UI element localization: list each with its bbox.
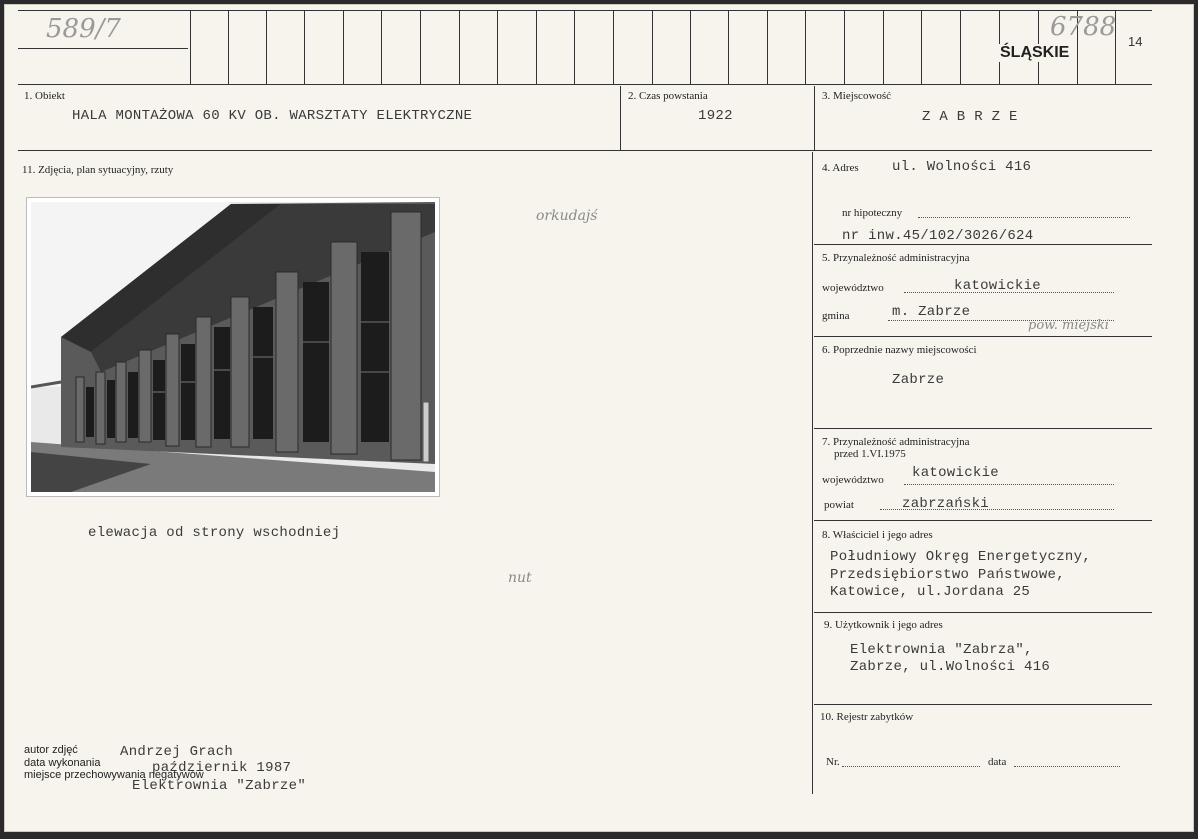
footer-label-miejsce: miejsce przechowywania negatywów: [24, 769, 204, 781]
field-label-gmina: gmina: [822, 310, 850, 322]
field-label-adres: 4. Adres: [822, 162, 859, 174]
header-grid-column: [574, 10, 575, 84]
field-label-przynaleznosc-1975: 7. Przynależność administracyjna: [822, 436, 970, 448]
field-value-wlasciciel-line: Przedsiębiorstwo Państwowe,: [830, 567, 1065, 583]
dotted-line: [1014, 766, 1120, 767]
header-grid-column: [652, 10, 653, 84]
header-grid-column: [266, 10, 267, 84]
header-grid-column: [844, 10, 845, 84]
header-grid-column: [420, 10, 421, 84]
field-label-miejscowosc: 3. Miejscowość: [822, 90, 892, 102]
row-divider: [814, 612, 1152, 613]
field-label-rejestr: 10. Rejestr zabytków: [820, 711, 914, 723]
footer-value-miejsce: Elektrownia "Zabrze": [132, 778, 307, 794]
field-value-obiekt: HALA MONTAŻOWA 60 KV OB. WARSZTATY ELEKTRYCZNE: [72, 108, 473, 124]
row-divider: [814, 336, 1152, 337]
pencil-annotation-mid: nut: [508, 570, 532, 586]
header-grid-column: [690, 10, 691, 84]
field-label-hipoteczny: nr hipoteczny: [842, 207, 903, 219]
field-value-wojewodztwo: katowickie: [954, 278, 1042, 294]
header-grid-column: [536, 10, 537, 84]
header-grid-column: [728, 10, 729, 84]
header-grid-column: [497, 10, 498, 84]
header-grid-column: [613, 10, 614, 84]
photo-caption: elewacja od strony wschodniej: [88, 525, 341, 541]
divider: [620, 86, 621, 150]
field-value-powiat: zabrzański: [902, 496, 990, 512]
field-value-uzytkownik-line: Zabrze, ul.Wolności 416: [850, 659, 1051, 675]
row-divider: [814, 520, 1152, 521]
field-value-gmina: m. Zabrze: [892, 304, 971, 320]
field-value-uzytkownik-line: Elektrownia "Zabrza",: [850, 642, 1033, 658]
field-label-nr: Nr.: [826, 756, 840, 768]
field-label-zdjecia: 11. Zdjęcia, plan sytuacyjny, rzuty: [22, 164, 174, 176]
pencil-annotation-top: orkudajś: [536, 208, 598, 224]
field-value-poprzednie: Zabrze: [892, 372, 945, 388]
field-value-wlasciciel-line: Południowy Okręg Energetyczny,: [830, 549, 1092, 565]
field-label-czas: 2. Czas powstania: [628, 90, 708, 102]
field-value-czas: 1922: [698, 108, 733, 124]
header-grid-column: [304, 10, 305, 84]
field-label-uzytkownik: 9. Użytkownik i jego adres: [824, 619, 943, 631]
dotted-line: [904, 484, 1114, 485]
header-grid-column: [459, 10, 460, 84]
header-top-border: [18, 10, 1152, 11]
page-number: 14: [1128, 34, 1143, 49]
header-grid-column: [381, 10, 382, 84]
header-grid-column: [343, 10, 344, 84]
header-grid-column: [767, 10, 768, 84]
dotted-line: [842, 766, 980, 767]
header-grid-column: [883, 10, 884, 84]
card-number-right: 6788: [1050, 12, 1117, 42]
header-grid-column: [960, 10, 961, 84]
footer-value-autor: Andrzej Grach: [120, 744, 234, 760]
header-grid-column: [190, 10, 191, 84]
row-divider: [814, 244, 1152, 245]
header-number-underline: [18, 48, 188, 49]
header-grid-column: [228, 10, 229, 84]
field-value-wlasciciel-line: Katowice, ul.Jordana 25: [830, 584, 1031, 600]
region-label: ŚLĄSKIE: [1000, 44, 1070, 61]
field-value-wojewodztwo-1975: katowickie: [912, 465, 1000, 481]
field-label-przynaleznosc: 5. Przynależność administracyjna: [822, 252, 970, 264]
header-grid-column: [921, 10, 922, 84]
field-label-wojewodztwo: województwo: [822, 282, 884, 294]
divider: [814, 86, 815, 150]
inventory-card: [4, 4, 1194, 832]
dotted-line: [918, 217, 1130, 218]
footer-value-data: październik 1987: [152, 760, 292, 776]
main-column-divider: [812, 152, 813, 794]
field-label-wojewodztwo-1975: województwo: [822, 474, 884, 486]
field-label-obiekt: 1. Obiekt: [24, 90, 65, 102]
field-label-data: data: [988, 756, 1007, 768]
field-value-hipoteczny: nr inw.45/102/3026/624: [842, 228, 1034, 244]
field-label-poprzednie: 6. Poprzednie nazwy miejscowości: [822, 344, 977, 356]
field-value-adres: ul. Wolności 416: [892, 159, 1032, 175]
field-label-przed-1975: przed 1.VI.1975: [834, 448, 906, 460]
gmina-handwritten-note: pow. miejski: [1028, 318, 1109, 333]
card-number-left: 589/7: [46, 14, 121, 44]
footer-label-data: data wykonania: [24, 757, 101, 769]
field-label-powiat: powiat: [824, 499, 854, 511]
row-divider: [814, 704, 1152, 705]
building-photograph: [26, 197, 440, 497]
row-divider: [814, 428, 1152, 429]
row1-bottom-border: [18, 150, 1152, 151]
field-label-wlasciciel: 8. Właściciel i jego adres: [822, 529, 933, 541]
field-value-miejscowosc: Z A B R Z E: [922, 109, 1018, 125]
footer-label-autor: autor zdjęć: [24, 744, 78, 756]
header-grid-column: [805, 10, 806, 84]
header-bottom-border: [18, 84, 1152, 85]
